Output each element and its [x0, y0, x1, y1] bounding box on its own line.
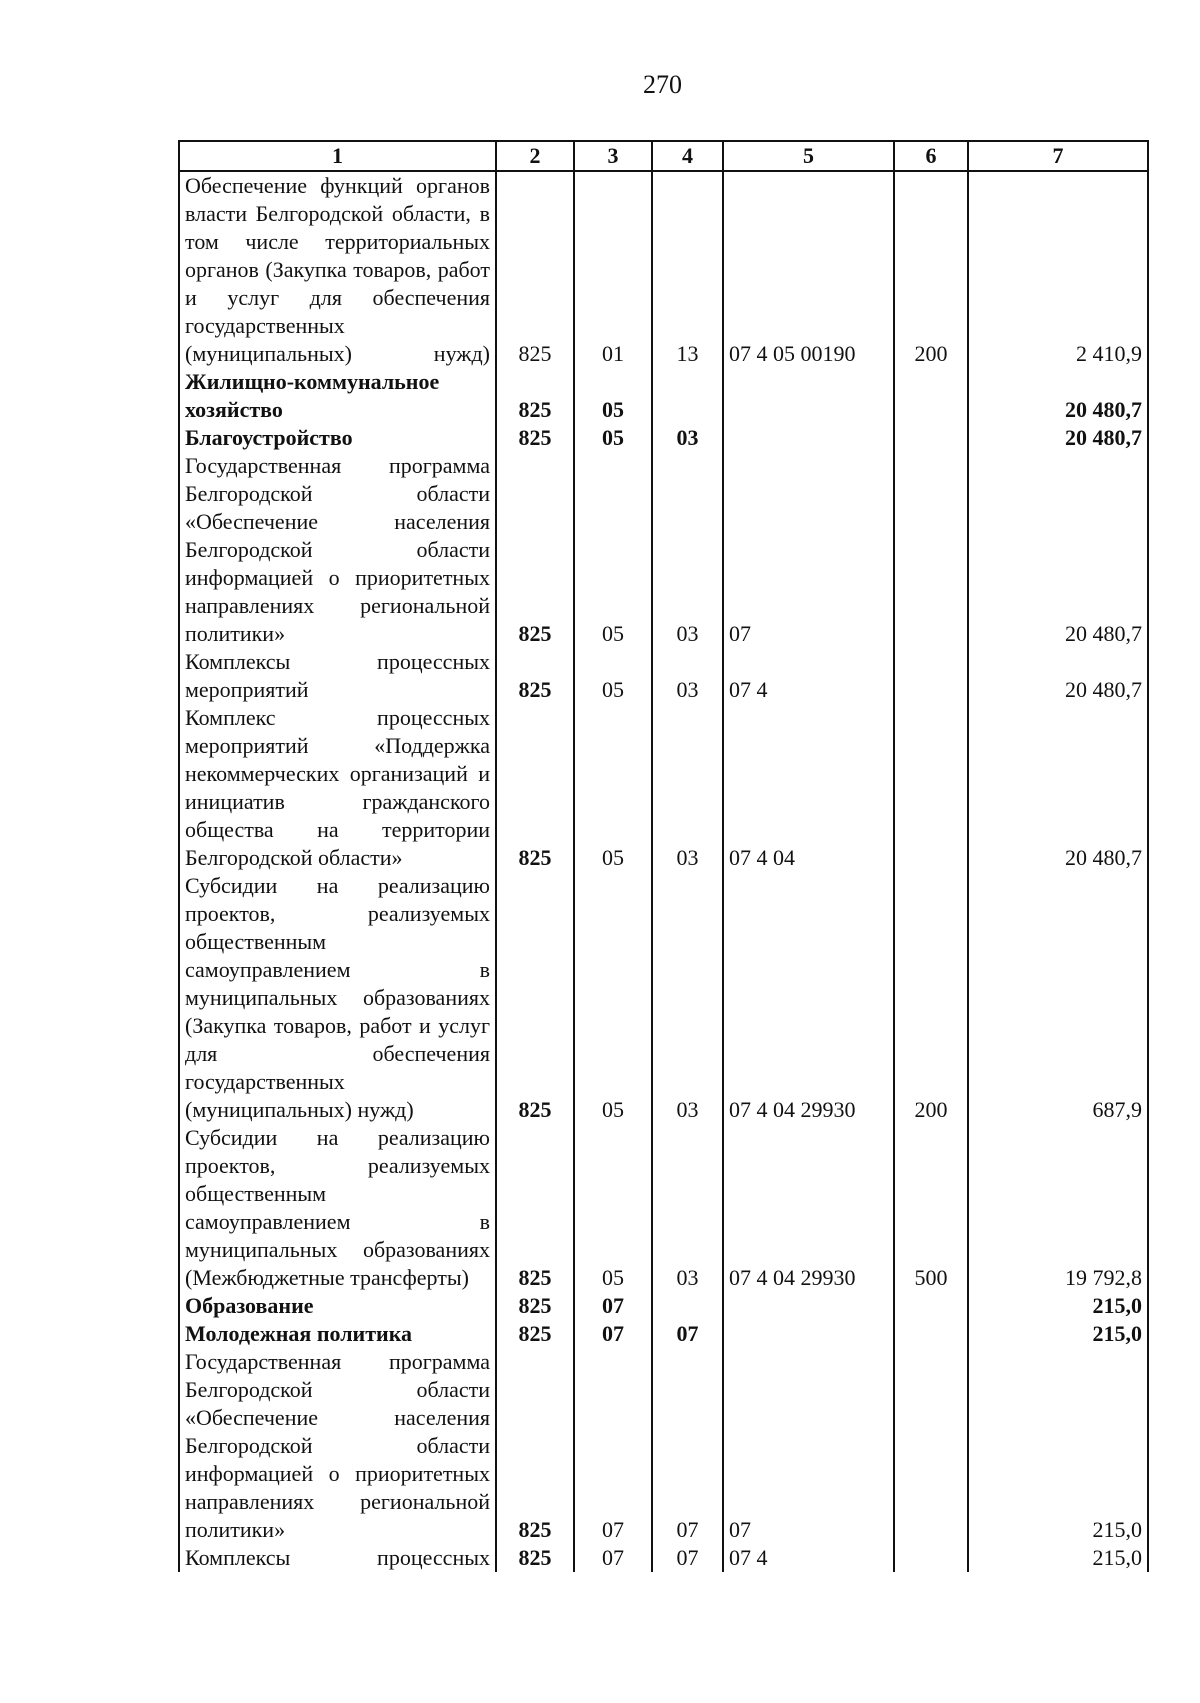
row-col-3: 05 — [574, 648, 652, 704]
row-name: Субсидии на реализацию проектов, реализуемых общественным самоуправлением в муниципальных образованиях (Закупка товаров, работ и услуг для обеспечения государственных (муниципальных) нужд) — [179, 872, 496, 1124]
row-col-7: 20 480,7 — [968, 704, 1148, 872]
table-row — [179, 704, 1148, 872]
row-col-4: 03 — [652, 1124, 723, 1292]
row-col-6 — [894, 1320, 968, 1348]
row-name: Жилищно-коммунальное хозяйство — [179, 368, 496, 424]
row-col-4: 07 — [652, 1348, 723, 1544]
header-col-4: 4 — [652, 141, 723, 171]
row-col-3: 05 — [574, 872, 652, 1124]
row-col-4: 13 — [652, 171, 723, 368]
header-col-3: 3 — [574, 141, 652, 171]
row-col-5: 07 4 05 00190 — [723, 171, 894, 368]
row-col-2: 825 — [496, 872, 574, 1124]
row-col-2: 825 — [496, 368, 574, 424]
row-col-4 — [652, 368, 723, 424]
header-col-5: 5 — [723, 141, 894, 171]
row-col-4: 03 — [652, 424, 723, 452]
row-col-3: 05 — [574, 704, 652, 872]
table-row — [179, 872, 1148, 1124]
row-col-6 — [894, 648, 968, 704]
row-col-3: 07 — [574, 1292, 652, 1320]
row-col-4: 03 — [652, 452, 723, 648]
row-col-7: 687,9 — [968, 872, 1148, 1124]
row-col-6 — [894, 452, 968, 648]
row-name: Комплексы процессных мероприятий — [179, 648, 496, 704]
row-name: Молодежная политика — [179, 1320, 496, 1348]
row-col-4: 07 — [652, 1320, 723, 1348]
row-col-7: 215,0 — [968, 1544, 1148, 1572]
row-col-3: 01 — [574, 171, 652, 368]
row-col-7: 20 480,7 — [968, 424, 1148, 452]
row-col-6 — [894, 1348, 968, 1544]
row-col-5 — [723, 424, 894, 452]
row-col-5: 07 — [723, 452, 894, 648]
row-col-2: 825 — [496, 704, 574, 872]
row-col-5: 07 4 — [723, 648, 894, 704]
row-col-5 — [723, 368, 894, 424]
table-row — [179, 171, 1148, 368]
table-row — [179, 424, 1148, 452]
row-col-5: 07 4 — [723, 1544, 894, 1572]
row-col-6: 500 — [894, 1124, 968, 1292]
table-row — [179, 1320, 1148, 1348]
row-col-3: 05 — [574, 452, 652, 648]
page-number: 270 — [643, 70, 682, 99]
row-col-2: 825 — [496, 648, 574, 704]
row-name: Обеспечение функций органов власти Белгородской области, в том числе территориальных органов (Закупка товаров, работ и услуг для обеспечения государственных (муниципальных) нужд) — [179, 171, 496, 368]
row-col-6: 200 — [894, 872, 968, 1124]
header-col-1: 1 — [179, 141, 496, 171]
row-col-7: 2 410,9 — [968, 171, 1148, 368]
row-col-5 — [723, 1292, 894, 1320]
header-col-7: 7 — [968, 141, 1148, 171]
table-row — [179, 1348, 1148, 1544]
row-col-7: 20 480,7 — [968, 368, 1148, 424]
row-name: Благоустройство — [179, 424, 496, 452]
row-col-4 — [652, 1292, 723, 1320]
table-row — [179, 1544, 1148, 1572]
table-body — [179, 171, 1148, 1572]
row-col-4: 03 — [652, 648, 723, 704]
table-row — [179, 648, 1148, 704]
row-col-2: 825 — [496, 1320, 574, 1348]
table-row — [179, 368, 1148, 424]
header-col-6: 6 — [894, 141, 968, 171]
row-col-6: 200 — [894, 171, 968, 368]
row-col-2: 825 — [496, 1292, 574, 1320]
row-col-2: 825 — [496, 1544, 574, 1572]
row-col-5: 07 4 04 29930 — [723, 872, 894, 1124]
row-name: Государственная программа Белгородской области «Обеспечение населения Белгородской области информацией о приоритетных направлениях региональной политики» — [179, 1348, 496, 1544]
row-col-6 — [894, 704, 968, 872]
header-col-2: 2 — [496, 141, 574, 171]
row-col-2: 825 — [496, 1124, 574, 1292]
table-row — [179, 1292, 1148, 1320]
row-col-3: 05 — [574, 424, 652, 452]
row-col-5: 07 4 04 — [723, 704, 894, 872]
row-col-3: 07 — [574, 1544, 652, 1572]
row-col-4: 07 — [652, 1544, 723, 1572]
row-col-2: 825 — [496, 452, 574, 648]
row-col-6 — [894, 1544, 968, 1572]
row-col-4: 03 — [652, 704, 723, 872]
row-col-7: 20 480,7 — [968, 648, 1148, 704]
row-name: Субсидии на реализацию проектов, реализуемых общественным самоуправлением в муниципальных образованиях (Межбюджетные трансферты) — [179, 1124, 496, 1292]
row-name: Государственная программа Белгородской области «Обеспечение населения Белгородской области информацией о приоритетных направлениях региональной политики» — [179, 452, 496, 648]
row-name: Комплексы процессных — [179, 1544, 496, 1572]
row-col-6 — [894, 1292, 968, 1320]
row-col-5 — [723, 1320, 894, 1348]
row-col-2: 825 — [496, 1348, 574, 1544]
row-col-6 — [894, 368, 968, 424]
row-col-2: 825 — [496, 171, 574, 368]
row-col-3: 07 — [574, 1348, 652, 1544]
row-col-7: 215,0 — [968, 1348, 1148, 1544]
row-col-4: 03 — [652, 872, 723, 1124]
row-col-6 — [894, 424, 968, 452]
row-col-3: 05 — [574, 368, 652, 424]
row-name: Комплекс процессных мероприятий «Поддержка некоммерческих организаций и инициатив гражданского общества на территории Белгородской области» — [179, 704, 496, 872]
row-col-7: 215,0 — [968, 1320, 1148, 1348]
row-col-7: 20 480,7 — [968, 452, 1148, 648]
header-row — [179, 141, 1148, 171]
table-row — [179, 452, 1148, 648]
budget-table — [178, 140, 1149, 1572]
table-row — [179, 1124, 1148, 1292]
row-name: Образование — [179, 1292, 496, 1320]
row-col-3: 07 — [574, 1320, 652, 1348]
row-col-2: 825 — [496, 424, 574, 452]
row-col-5: 07 — [723, 1348, 894, 1544]
table-header — [179, 141, 1148, 171]
row-col-7: 19 792,8 — [968, 1124, 1148, 1292]
row-col-7: 215,0 — [968, 1292, 1148, 1320]
row-col-5: 07 4 04 29930 — [723, 1124, 894, 1292]
row-col-3: 05 — [574, 1124, 652, 1292]
